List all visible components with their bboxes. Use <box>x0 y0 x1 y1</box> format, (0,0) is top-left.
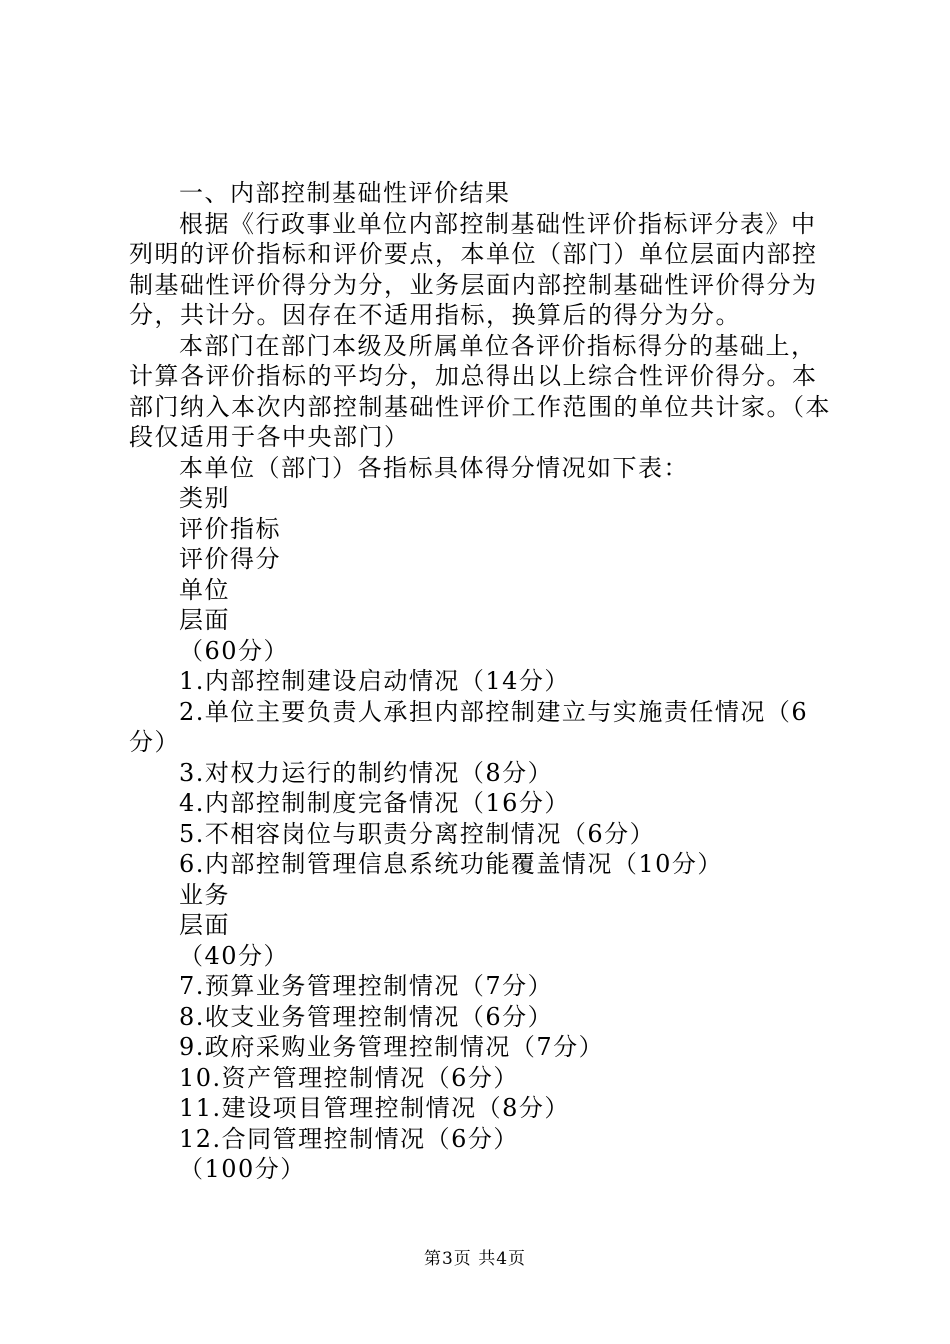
table-line: 10.资产管理控制情况（6分） <box>179 1063 519 1092</box>
table-line: 层面 <box>179 911 230 939</box>
table-line: 业务 <box>179 880 230 909</box>
table-line: 2.单位主要负责人承担内部控制建立与实施责任情况（6分） <box>129 697 809 756</box>
table-line: 类别 <box>179 484 230 512</box>
table-line: （60分） <box>179 636 290 665</box>
table-line: 7.预算业务管理控制情况（7分） <box>179 972 554 1000</box>
table-line: 评价指标 <box>179 514 281 543</box>
paragraph-evaluation-basis: 根据《行政事业单位内部控制基础性评价指标评分表》中列明的评价指标和评价要点，本单位（部门）单位层面内部控制基础性评价得分为分，业务层面内部控制基础性评价得分为分，共计分。因存在不适用指标，换算后的得分为分。 <box>129 209 818 329</box>
score-table-lines <box>129 483 834 1185</box>
table-line: 9.政府采购业务管理控制情况（7分） <box>179 1033 605 1061</box>
table-line: 12.合同管理控制情况（6分） <box>179 1124 519 1153</box>
table-line: 8.收支业务管理控制情况（6分） <box>179 1002 554 1031</box>
table-line: 层面 <box>179 606 230 634</box>
page-footer: 第3页 共4页 <box>423 1249 527 1269</box>
table-line: （40分） <box>179 941 290 970</box>
paragraph-table-intro: 本单位（部门）各指标具体得分情况如下表： <box>179 453 689 482</box>
table-line: 11.建设项目管理控制情况（8分） <box>179 1094 570 1122</box>
paragraph-department-average: 本部门在部门本级及所属单位各评价指标得分的基础上，计算各评价指标的平均分，加总得出以上综合性评价得分。本部门纳入本次内部控制基础性评价工作范围的单位共计家。（本段仅适用于各中央部门） <box>129 331 831 451</box>
document-body <box>129 178 834 1185</box>
table-line: 单位 <box>179 575 230 604</box>
table-line: 4.内部控制制度完备情况（16分） <box>179 789 570 817</box>
table-line: 6.内部控制管理信息系统功能覆盖情况（10分） <box>179 850 723 878</box>
section-heading: 一、内部控制基础性评价结果 <box>179 179 511 207</box>
table-line: 5.不相容岗位与职责分离控制情况（6分） <box>179 819 656 848</box>
table-line: 1.内部控制建设启动情况（14分） <box>179 667 570 695</box>
table-line: 3.对权力运行的制约情况（8分） <box>179 758 554 787</box>
table-line: 评价得分 <box>179 545 281 573</box>
table-line: （100分） <box>179 1155 306 1183</box>
